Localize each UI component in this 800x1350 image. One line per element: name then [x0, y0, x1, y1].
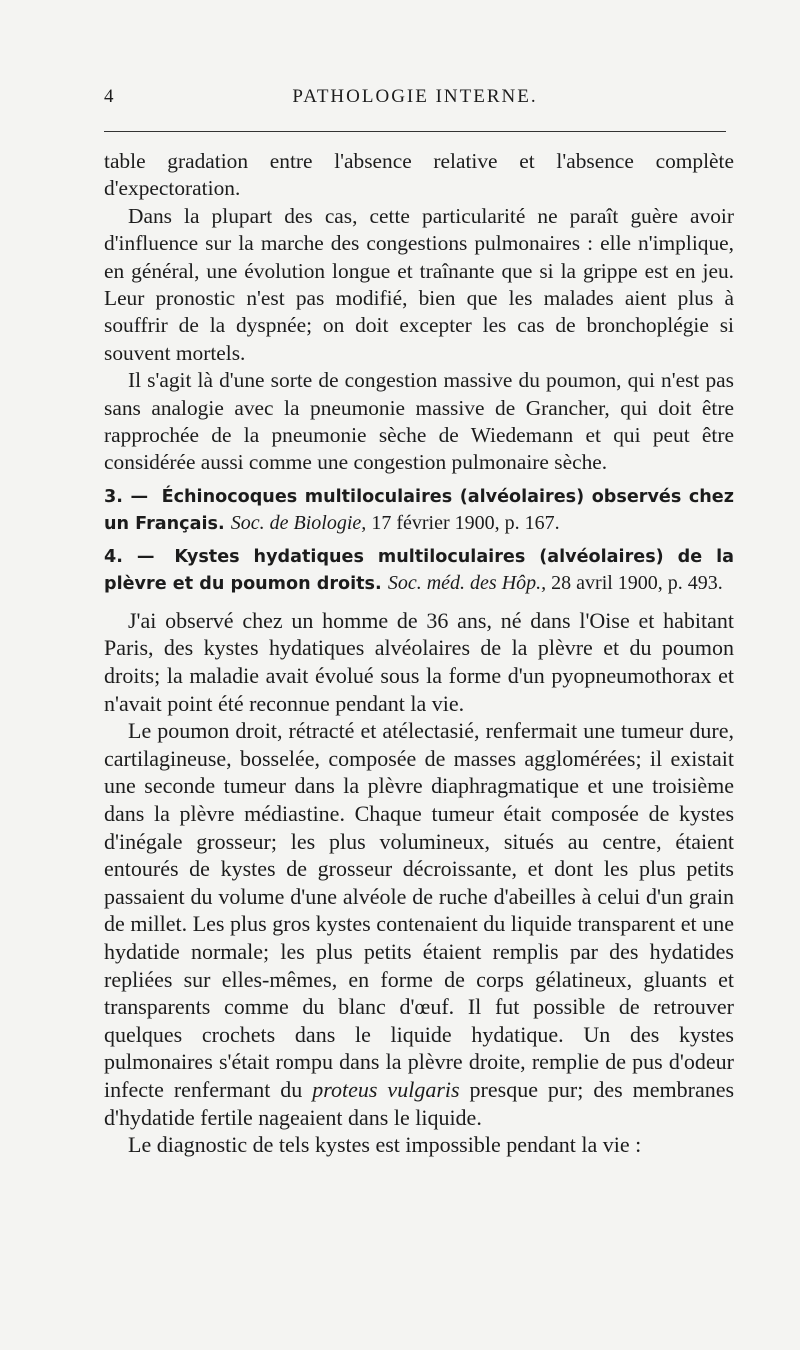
description-end: presque pur; des membranes d'hydatide fertile nageaient dans le liquide.	[104, 1076, 735, 1130]
article-date: 28 avril 1900, p. 493.	[551, 571, 723, 594]
article-date: 17 février 1900, p. 167.	[371, 511, 560, 534]
paragraph-observation: J'ai observé chez un homme de 36 ans, né dans l'Oise et habitant Paris, des kystes hydatiques alvéolaires de la plèvre et du poumon droits; la maladie avait évolué sous la forme d'un pyopneumothorax et n'avait point été reconnue pendant la vie.	[104, 607, 734, 716]
article-number: 4. —	[104, 546, 155, 567]
header-rule	[104, 131, 726, 132]
paragraph-description	[104, 717, 734, 1131]
article-entry-4	[104, 544, 734, 597]
species-name: proteus vulgaris	[312, 1076, 460, 1102]
description-text: Le poumon droit, rétracté et atélectasié, renfermait une tumeur dure, cartilagineuse, bosselée, composée de masses agglomérées; il existait une seconde tumeur dans la plèvre diaphragmatique et une troisième dans la plèvre médiastine. Chaque tumeur était composée de kystes d'inégale grosseur; les plus volumineux, situés au centre, étaient entourés de kystes de grosseur décroissante, et dont les plus petits passaient du volume d'une alvéole de ruche d'abeilles à celui d'un grain de millet. Les plus gros kystes contenaient du liquide transparent et une hydatide normale; les plus petits étaient remplis par des hydatides repliées sur elles-mêmes, en forme de corps gélatineux, gluants et transparents comme du blanc d'œuf. Il fut possible de retrouver quelques crochets dans le liquide hydatique. Un des kystes pulmonaires s'était rompu dans la plèvre droite, remplie de pus d'odeur infecte renfermant du	[104, 718, 734, 1102]
paragraph-continued: table gradation entre l'absence relative et l'absence complète d'expectoration.	[104, 149, 734, 201]
article-number: 3. —	[104, 486, 149, 507]
page-body	[104, 148, 734, 1159]
case-report	[104, 607, 734, 1159]
paragraph-prognosis: Dans la plupart des cas, cette particularité ne paraît guère avoir d'influence sur la marche des congestions pulmonaires : elle n'implique, en général, une évolution longue et traînante que si la grippe est en jeu. Leur pronostic n'est pas modifié, bien que les malades aient plus à souffrir de la dyspnée; on doit excepter les cas de bronchoplégie si souvent mortels.	[104, 203, 734, 365]
running-title: PATHOLOGIE INTERNE.	[292, 86, 538, 107]
page-number: 4	[104, 86, 115, 107]
running-header	[104, 86, 726, 112]
article-journal: Soc. méd. des Hôp.,	[387, 571, 547, 594]
paragraph-massive-congestion: Il s'agit là d'une sorte de congestion massive du poumon, qui n'est pas sans analogie avec la pneumonie massive de Grancher, qui doit être rapprochée de la pneumonie sèche de Wiedemann et qui peut être considérée aussi comme une congestion pulmonaire sèche.	[104, 368, 734, 475]
article-title: Kystes hydatiques multiloculaires (alvéolaires) de la plèvre et du poumon droits.	[104, 546, 734, 594]
article-title: Échinocoques multiloculaires (alvéolaires) observés chez un Français.	[104, 486, 734, 534]
article-journal: Soc. de Biologie,	[230, 511, 367, 534]
article-entry-3	[104, 484, 734, 537]
paragraph-diagnosis: Le diagnostic de tels kystes est impossible pendant la vie :	[128, 1132, 642, 1158]
